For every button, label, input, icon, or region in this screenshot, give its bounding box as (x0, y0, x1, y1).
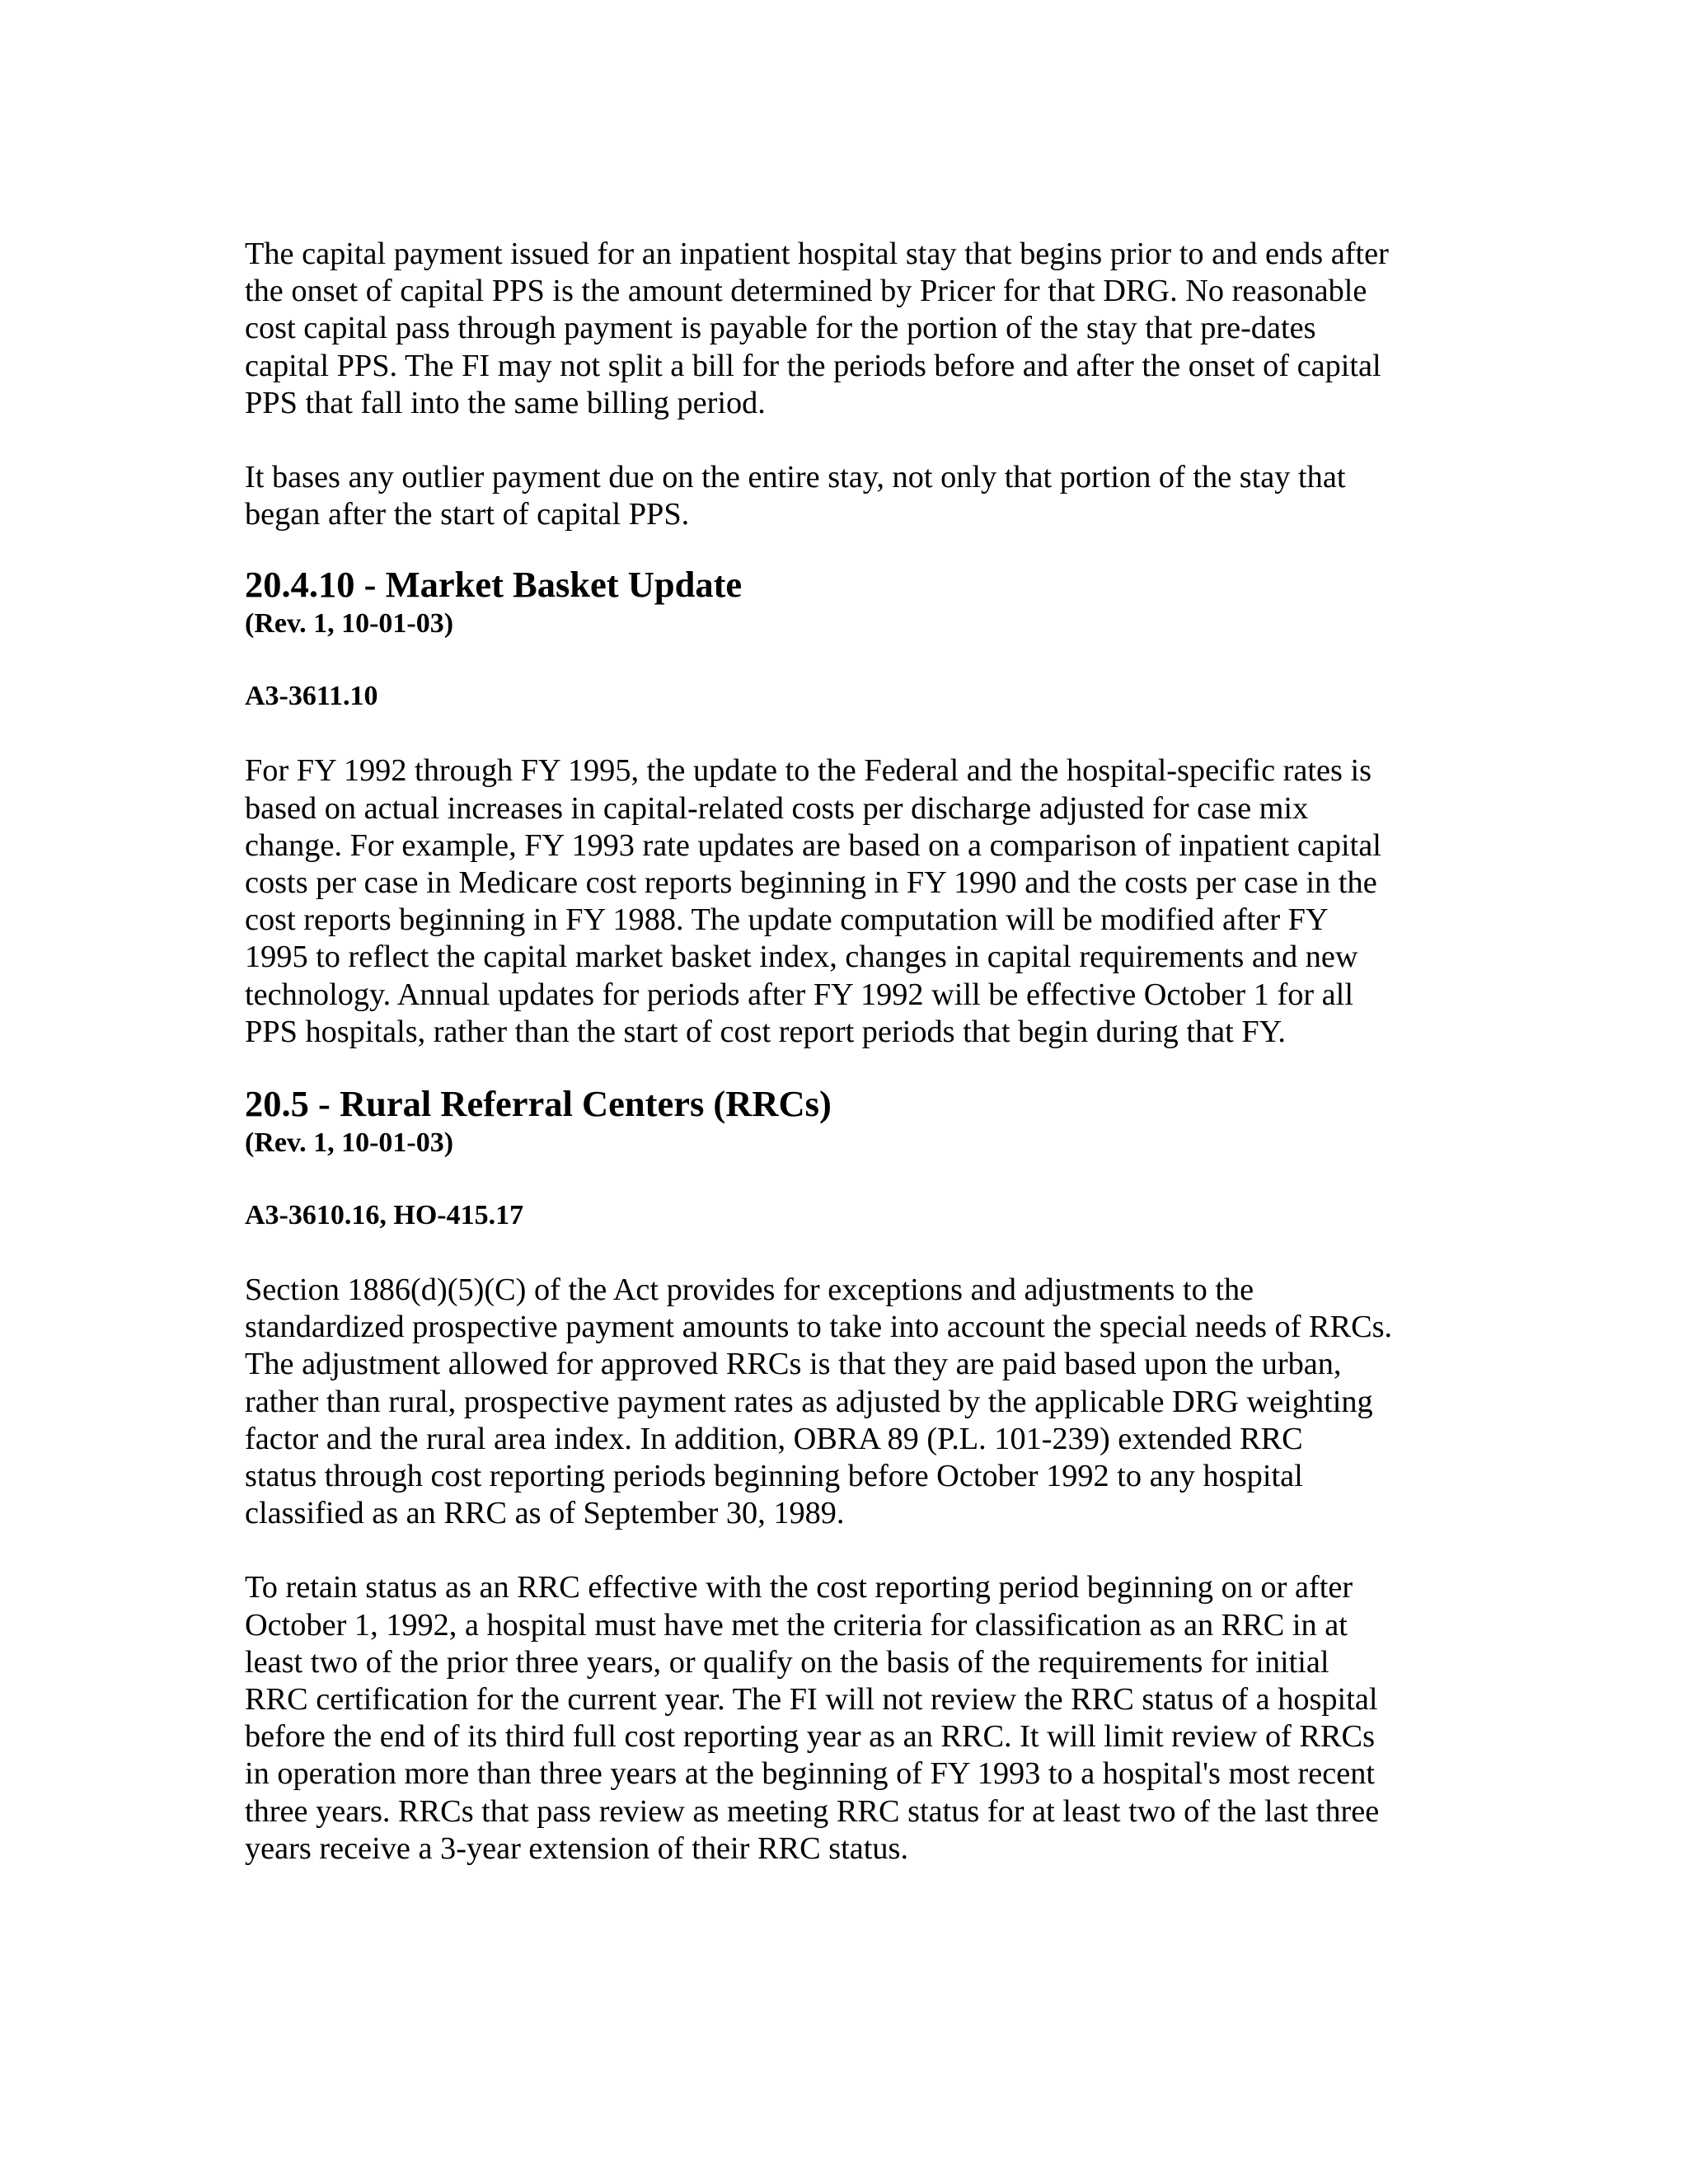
paragraph-rrc-exceptions (245, 1272, 1456, 1532)
text-line: PPS hospitals, rather than the start of cost report periods that begin during that FY. (245, 1014, 1286, 1049)
text-line: Section 1886(d)(5)(C) of the Act provides for exceptions and adjustments to the (245, 1272, 1254, 1308)
text-line: three years. RRCs that pass review as meeting RRC status for at least two of the last three (245, 1793, 1380, 1829)
text-line: least two of the prior three years, or qualify on the basis of the requirements for initial (245, 1644, 1329, 1680)
text-line: cost reports beginning in FY 1988. The update computation will be modified after FY (245, 902, 1329, 938)
text-line: the onset of capital PPS is the amount determined by Pricer for that DRG. No reasonable (245, 274, 1367, 309)
revision-note: (Rev. 1, 10-01-03) (245, 1127, 454, 1159)
text-line: years receive a 3-year extension of their RRC status. (245, 1830, 909, 1866)
paragraph-capital-payment (245, 236, 1456, 422)
manual-reference: A3-3610.16, HO-415.17 (245, 1200, 524, 1231)
text-line: factor and the rural area index. In addition, OBRA 89 (P.L. 101-239) extended RRC (245, 1421, 1303, 1456)
text-line: before the end of its third full cost reporting year as an RRC. It will limit review of RRCs (245, 1719, 1375, 1755)
text-line: based on actual increases in capital-related costs per discharge adjusted for case mix (245, 790, 1309, 826)
text-line: PPS that fall into the same billing period. (245, 385, 766, 420)
section-heading-market-basket: 20.4.10 - Market Basket Update (245, 564, 743, 606)
text-line: classified as an RRC as of September 30, 1989. (245, 1496, 845, 1531)
text-line: standardized prospective payment amounts to take into account the special needs of RRCs. (245, 1310, 1393, 1345)
text-line: status through cost reporting periods beginning before October 1992 to any hospital (245, 1459, 1303, 1494)
text-line: RRC certification for the current year. The FI will not review the RRC status of a hospital (245, 1682, 1378, 1718)
text-line: capital PPS. The FI may not split a bill for the periods before and after the onset of capital (245, 348, 1381, 383)
text-line: change. For example, FY 1993 rate updates are based on a comparison of inpatient capital (245, 827, 1381, 863)
text-line: technology. Annual updates for periods after FY 1992 will be effective October 1 for all (245, 977, 1353, 1012)
text-line: For FY 1992 through FY 1995, the update to the Federal and the hospital-specific rates is (245, 753, 1372, 789)
paragraph-outlier-payment (245, 459, 1456, 533)
text-line: began after the start of capital PPS. (245, 497, 690, 532)
text-line: To retain status as an RRC effective with the cost reporting period beginning on or after (245, 1570, 1353, 1605)
text-line: in operation more than three years at the beginning of FY 1993 to a hospital's most recent (245, 1756, 1376, 1792)
manual-reference: A3-3611.10 (245, 681, 378, 712)
document-page (245, 236, 1456, 1868)
text-line: 1995 to reflect the capital market basket index, changes in capital requirements and new (245, 940, 1358, 975)
text-line: cost capital pass through payment is payable for the portion of the stay that pre-dates (245, 311, 1316, 346)
text-line: rather than rural, prospective payment rates as adjusted by the applicable DRG weighting (245, 1384, 1373, 1419)
revision-note: (Rev. 1, 10-01-03) (245, 608, 454, 640)
text-line: The adjustment allowed for approved RRCs is that they are paid based upon the urban, (245, 1347, 1342, 1382)
paragraph-rrc-status-retention (245, 1569, 1456, 1868)
section-heading-rural-referral-centers: 20.5 - Rural Referral Centers (RRCs) (245, 1083, 832, 1125)
text-line: It bases any outlier payment due on the entire stay, not only that portion of the stay that (245, 460, 1346, 495)
text-line: The capital payment issued for an inpatient hospital stay that begins prior to and ends after (245, 237, 1389, 271)
text-line: October 1, 1992, a hospital must have met the criteria for classification as an RRC in at (245, 1607, 1348, 1643)
text-line: costs per case in Medicare cost reports beginning in FY 1990 and the costs per case in the (245, 865, 1377, 901)
paragraph-market-basket-update (245, 752, 1456, 1051)
